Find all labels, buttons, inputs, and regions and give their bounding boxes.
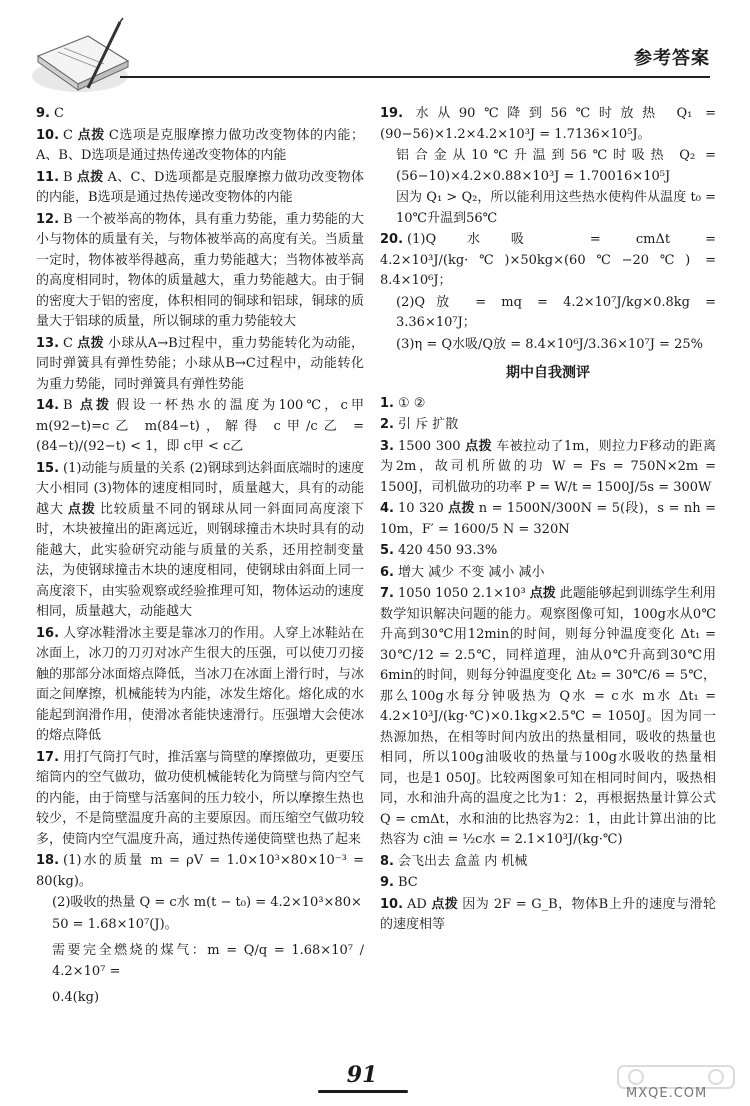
exam-item: 3. 1500 300 点拨 车被拉动了1m，则拉力F移动的距离为2m，故司机所做的功 W = Fs = 750N×2m = 1500J，司机做功的功率 P = W/t = 1500J/5s = 300W bbox=[380, 438, 716, 495]
left-column bbox=[36, 104, 364, 1010]
q18-line: 0.4(kg) bbox=[52, 990, 100, 1005]
watermark-text: MXQE.COM bbox=[626, 1086, 708, 1101]
answer-item: 10. C 点拨 C选项是克服摩擦力做功改变物体的内能；A、B、D选项是通过热传递改变物体的内能 bbox=[36, 127, 364, 163]
answer-item: 11. B 点拨 A、C、D选项都是克服摩擦力做功改变物体的内能，B选项是通过热传递改变物体的内能 bbox=[36, 169, 364, 205]
answer-item: 铝合金从10℃升温到56℃时吸热 Q₂ = (56−10)×4.2×0.88×10³J = 1.70016×10⁵J bbox=[396, 148, 716, 184]
answer-item: 20. (1)Q水吸 = cmΔt = 4.2×10³J/(kg·℃)×50kg×(60℃−20℃) = 8.4×10⁶J； bbox=[380, 232, 716, 288]
exam-item: 4. 10 320 点拨 n = 1500N/300N = 5(段)，s = nh = 10m，F′ = 1600/5 N = 320N bbox=[380, 501, 716, 537]
exam-item: 10. AD 点拨 因为 2F = G_B，物体B上升的速度与滑轮的速度相等 bbox=[380, 896, 716, 932]
page-number-underline bbox=[318, 1090, 408, 1093]
exam-item: 7. 1050 1050 2.1×10³ 点拨 此题能够起到训练学生利用数学知识解决问题的能力。观察图像可知，100g水从0℃升高到30℃用12min的时间，则每分钟温度变化 Δt₁ = 30℃/12 = 2.5℃，同样道理，油从0℃升高到30℃用6min的时间，则每分钟温度变化 Δt₂ = 30℃/6 = 5℃，那么100g水每分钟吸热为 Q水 = c水 m水 Δt₁ = 4.2×10³J/(kg·℃)×0.1kg×2.5℃ = 1050J。因为同一热源加热，在相等时间内放出的热量相同，吸收的热量也相同，所以100g油吸收的热量与100g水吸收的热量相同，也是1 050J。比较两图象可知在相同时间内，吸热相同，水和油升高的温度之比为1：2，再根据热量计算公式 Q = cmΔt，水和油的比热容为2：1，由此计算出油的比热容为 c油 = ½c水 = 2.1×10³J/(kg·℃) bbox=[380, 586, 716, 847]
answer-item: 9. C bbox=[36, 106, 64, 121]
page-number: 91 bbox=[346, 1062, 378, 1088]
exam-item: 9. BC bbox=[380, 875, 418, 890]
header-title: 参考答案 bbox=[634, 48, 710, 69]
exam-item: 1. ① ② bbox=[380, 395, 426, 411]
answer-item: (3)η = Q水吸/Q放 = 8.4×10⁶J/3.36×10⁷J = 25% bbox=[396, 336, 703, 352]
exam-item: 5. 420 450 93.3% bbox=[380, 543, 498, 558]
exam-item: 2. 引 斥 扩散 bbox=[380, 417, 459, 432]
answer-item: 19. 水从90℃降到56℃时放热 Q₁ = (90−56)×1.2×4.2×10³J = 1.7136×10⁵J。 bbox=[380, 106, 716, 142]
right-column bbox=[380, 104, 716, 937]
answer-item: 16. 人穿冰鞋滑冰主要是靠冰刀的作用。人穿上冰鞋站在冰面上，冰刀的刀刃对冰产生很大的压强，可以使刀刃接触的那部分冰面熔点降低，当冰刀在冰面上滑行时，与冰面之间摩擦，机械能转为内能，冰发生熔化。熔化成的水能起到润滑作用，使滑冰者能快速滑行。压强增大会使冰的熔点降低 bbox=[36, 625, 364, 743]
exam-item: 8. 会飞出去 盒盖 内 机械 bbox=[380, 853, 528, 869]
answer-item: (2)Q放 = mq = 4.2×10⁷J/kg×0.8kg = 3.36×10⁷J； bbox=[396, 294, 716, 330]
header-rule bbox=[120, 76, 710, 78]
answer-item: 14. B 点拨 假设一杯热水的温度为100℃，c甲 m(92−t)=c乙 m(84−t)，解得 c甲/c乙 = (84−t)/(92−t) < 1，即 c甲 < c乙 bbox=[36, 398, 364, 454]
q18-line: 50 = 1.68×10⁷(J)。 bbox=[52, 916, 178, 932]
exam-item: 6. 增大 减少 不变 减小 减小 bbox=[380, 564, 545, 580]
answer-item: 18. (1)水的质量 m = ρV = 1.0×10³×80×10⁻³ = 80(kg)。 bbox=[36, 853, 364, 889]
answer-item: 13. C 点拨 小球从A→B过程中，重力势能转化为动能，同时弹簧具有弹性势能；小球从B→C过程中，动能转化为重力势能，同时弹簧具有弹性势能 bbox=[36, 335, 364, 392]
answer-item: 因为 Q₁ > Q₂，所以能利用这些热水使构件从温度 t₀ = 10℃升温到56℃ bbox=[396, 190, 716, 226]
section-title: 期中自我测评 bbox=[506, 365, 590, 381]
q18-line: 需要完全燃烧的煤气：m = Q/q = 1.68×10⁷ / 4.2×10⁷ = bbox=[52, 943, 364, 979]
answer-item: 12. B 一个被举高的物体，具有重力势能，重力势能的大小与物体的质量有关，与物体被举高的高度有关。当质量一定时，物体被举得越高，重力势能越大；当物体被举高的高度相同时，物体的质量越大，重力势能越大。由于铜的密度大于铝的密度，体积相同的铜球和铝球，铜球的质量大于铝球的质量，所以铜球的重力势能较大 bbox=[36, 211, 364, 329]
q18-line: (2)吸收的热量 Q = c水 m(t − t₀) = 4.2×10³×80× bbox=[52, 895, 362, 910]
answer-item: 17. 用打气筒打气时，推活塞与筒壁的摩擦做功，更要压缩筒内的空气做功，做功使机械能转化为筒壁与筒内空气的内能，由于筒壁与活塞间的压力较小，所以摩擦生热也较少，不是筒壁温度升高的主要原因。而压缩空气做功较多，使筒内空气温度升高，通过热传递使筒壁也热了起来 bbox=[36, 749, 364, 847]
answer-item: 15. (1)动能与质量的关系 (2)钢球到达斜面底端时的速度大小相同 (3)物体的速度相同时，质量越大，具有的动能越大 点拨 比较质量不同的钢球从同一斜面同高度滚下时，木块被撞出的距离远近，则钢球撞击木块时具有的动能越大，此实验研究动能与质量的关系，还用控制变量法，为使钢球撞击木块的速度相同，使钢球由斜面上同一高度滚下，由实验观察或经验推理可知，物体运动的速度相同，质量越大，动能越大 bbox=[36, 460, 364, 619]
book-pen-logo bbox=[28, 16, 138, 102]
